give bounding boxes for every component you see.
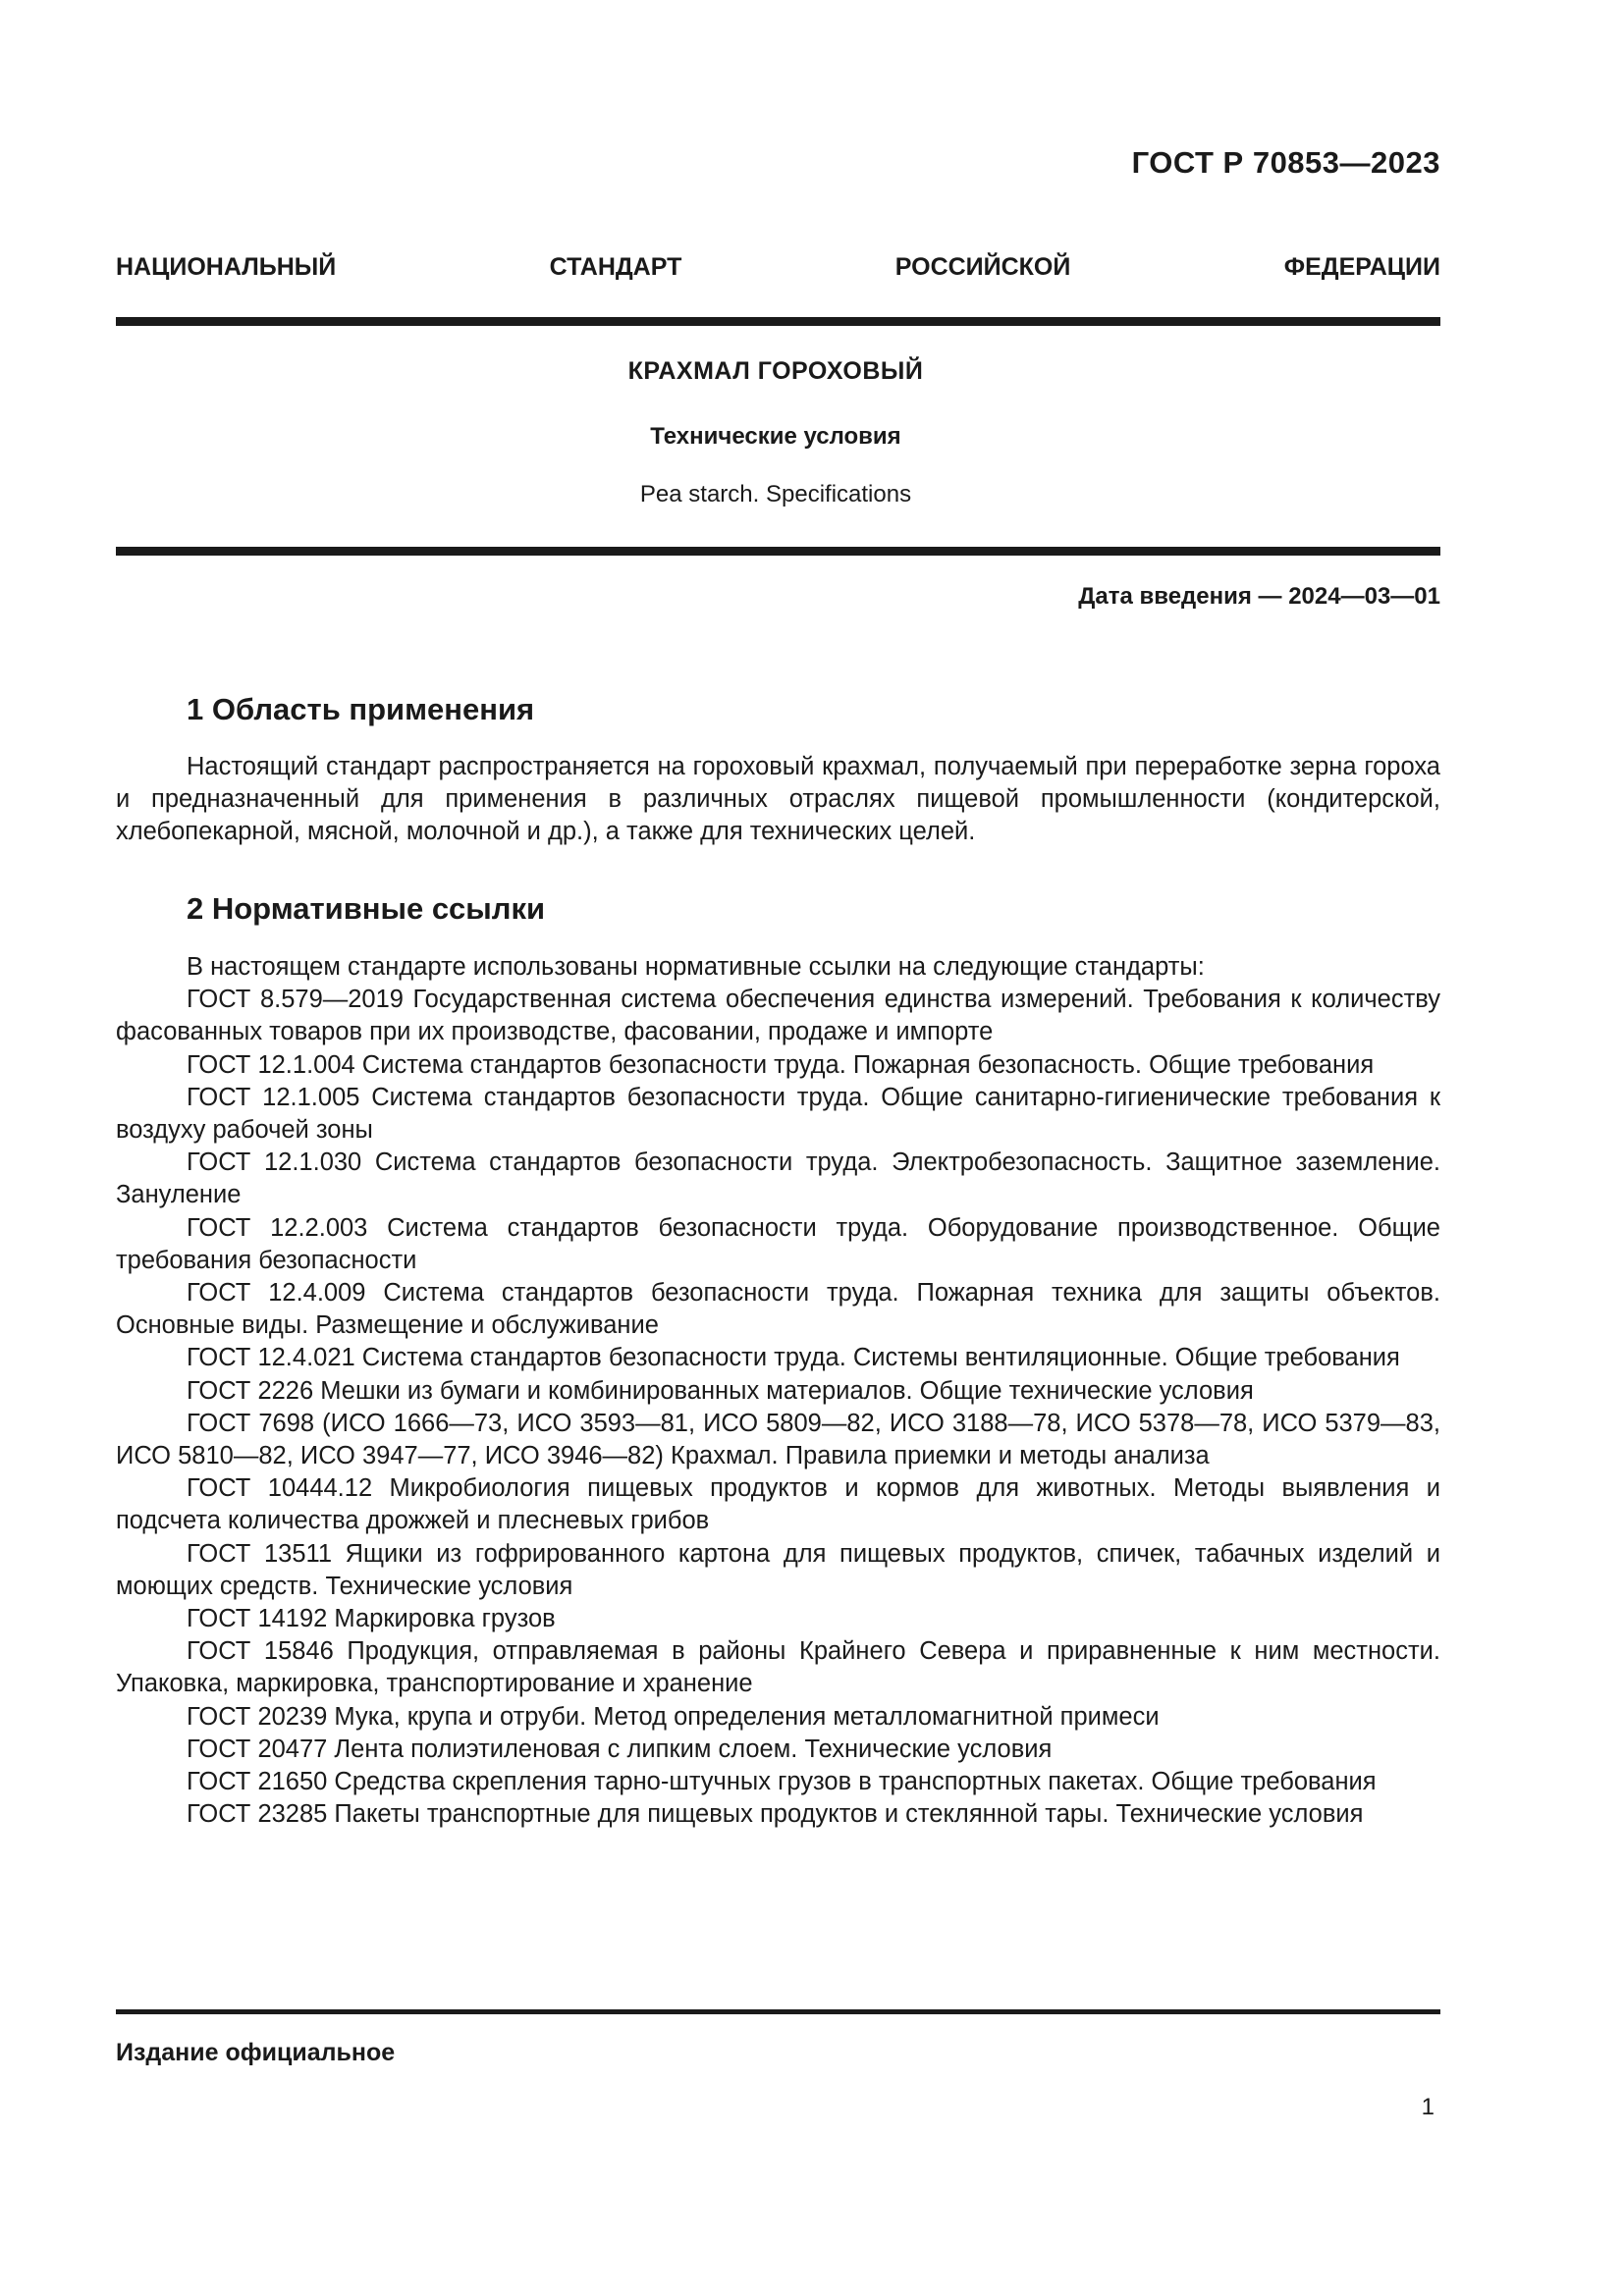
reference-item: ГОСТ 12.1.030 Система стандартов безопасности труда. Электробезопасность. Защитное заземление. Зануление: [116, 1148, 1440, 1209]
reference-item: ГОСТ 13511 Ящики из гофрированного картона для пищевых продуктов, спичек, табачных изделий и моющих средств. Технические условия: [116, 1539, 1440, 1600]
reference-item: ГОСТ 14192 Маркировка грузов: [187, 1605, 556, 1633]
paragraph: Настоящий стандарт распространяется на гороховый крахмал, получаемый при переработке зерна гороха и предназначенный для применения в различных отраслях пищевой промышленности (кондитерской, хлебопекарной, мясной, молочной и др.), а также для технических целей.: [116, 753, 1440, 846]
section-heading-scope: 1 Область применения: [187, 692, 535, 726]
section-body-references: [116, 951, 1440, 1831]
reference-item: ГОСТ 20477 Лента полиэтиленовая с липким слоем. Технические условия: [187, 1735, 1053, 1763]
paragraph: В настоящем стандарте использованы нормативные ссылки на следующие стандарты:: [187, 953, 1205, 981]
reference-item: ГОСТ 15846 Продукция, отправляемая в районы Крайнего Севера и приравненные к ним местности. Упаковка, маркировка, транспортирование и хранение: [116, 1637, 1440, 1698]
reference-item: ГОСТ 12.1.005 Система стандартов безопасности труда. Общие санитарно-гигиенические требования к воздуху рабочей зоны: [116, 1083, 1440, 1145]
reference-item: ГОСТ 12.1.004 Система стандартов безопасности труда. Пожарная безопасность. Общие требования: [187, 1050, 1375, 1079]
english-title: Pea starch. Specifications: [639, 481, 912, 507]
section-body-scope: [116, 751, 1440, 849]
document-subtitle: Технические условия: [650, 423, 901, 450]
reference-item: ГОСТ 21650 Средства скрепления тарно-штучных грузов в транспортных пакетах. Общие требования: [187, 1768, 1377, 1796]
reference-item: ГОСТ 2226 Мешки из бумаги и комбинированных материалов. Общие технические условия: [187, 1376, 1254, 1405]
title-divider: [116, 547, 1440, 556]
reference-item: ГОСТ 7698 (ИСО 1666—73, ИСО 3593—81, ИСО 5809—82, ИСО 3188—78, ИСО 5378—78, ИСО 5379—83, ИСО 5810—82, ИСО 3947—77, ИСО 3946—82) Крахмал. Правила приемки и методы анализа: [116, 1409, 1440, 1470]
edition-label: Издание официальное: [116, 2039, 396, 2066]
reference-item: ГОСТ 10444.12 Микробиология пищевых продуктов и кормов для животных. Методы выявления и подсчета количества дрожжей и плесневых грибов: [116, 1474, 1440, 1535]
national-standard-caption: НАЦИОНАЛЬНЫЙ СТАНДАРТ РОССИЙСКОЙ ФЕДЕРАЦИИ: [116, 253, 1440, 281]
introduction-date: Дата введения — 2024—03—01: [1078, 583, 1440, 610]
reference-item: ГОСТ 23285 Пакеты транспортные для пищевых продуктов и стеклянной тары. Технические условия: [187, 1800, 1364, 1829]
reference-item: ГОСТ 20239 Мука, крупа и отруби. Метод определения металломагнитной примеси: [187, 1702, 1160, 1731]
reference-item: ГОСТ 12.4.009 Система стандартов безопасности труда. Пожарная техника для защиты объектов. Основные виды. Размещение и обслуживание: [116, 1279, 1440, 1340]
reference-item: ГОСТ 12.4.021 Система стандартов безопасности труда. Системы вентиляционные. Общие требования: [187, 1344, 1400, 1372]
section-heading-references: 2 Нормативные ссылки: [187, 891, 546, 926]
footer-divider: [116, 2009, 1440, 2014]
document-title: КРАХМАЛ ГОРОХОВЫЙ: [627, 357, 924, 385]
reference-item: ГОСТ 8.579—2019 Государственная система обеспечения единства измерений. Требования к количеству фасованных товаров при их производстве, фасовании, продаже и импорте: [116, 986, 1440, 1046]
reference-item: ГОСТ 12.2.003 Система стандартов безопасности труда. Оборудование производственное. Общие требования безопасности: [116, 1213, 1440, 1274]
top-divider: [116, 317, 1440, 326]
standard-number: ГОСТ Р 70853—2023: [1131, 145, 1440, 180]
page-number: 1: [1421, 2094, 1435, 2120]
